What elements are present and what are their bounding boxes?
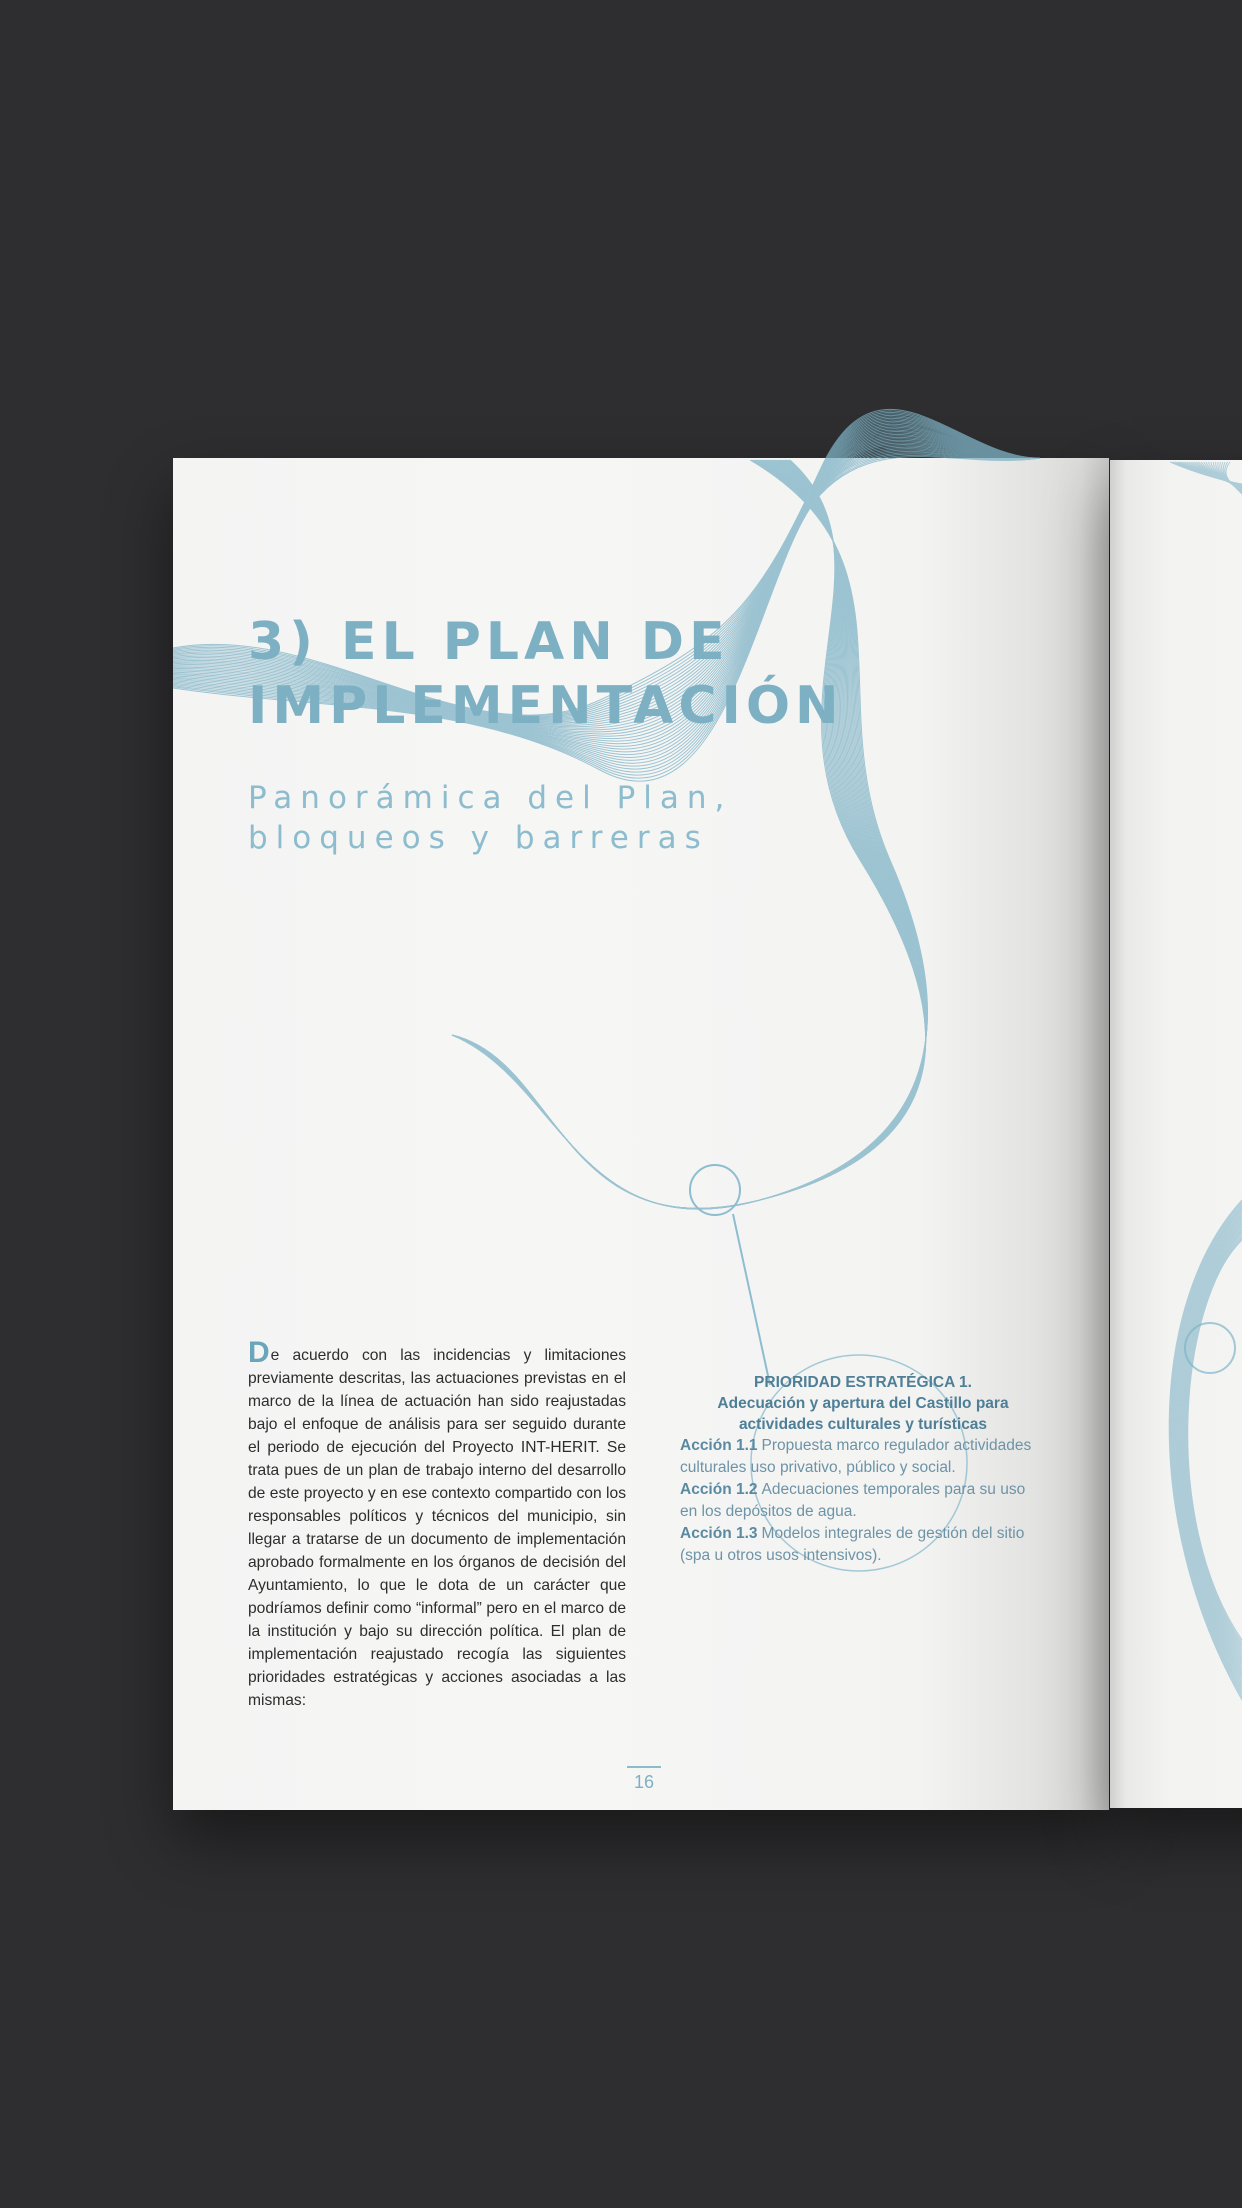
priority-subheading-1: Adecuación y apertura del Castillo para [717,1395,1009,1412]
action-text: Adecuaciones temporales para su uso en los depósitos de agua. [680,1481,1026,1520]
title-line-2: IMPLEMENTACIÓN [248,676,844,736]
chapter-subtitle [248,778,848,858]
action-item [680,1435,1046,1479]
action-label: Acción 1.2 [680,1481,758,1498]
action-label: Acción 1.1 [680,1437,758,1454]
page-number: 16 [633,1772,655,1792]
subtitle-line-1: Panorámica del Plan, [248,780,733,816]
action-item [680,1479,1046,1523]
action-item [680,1523,1046,1567]
page-number-rule [627,1766,661,1768]
body-text: e acuerdo con las incidencias y limitaciones previamente descritas, las actuaciones previstas en el marco de la línea de actuación han sido reajustadas bajo el enfoque de análisis para ser seguido durante el periodo de ejecución del Proyecto INT-HERIT. Se trata pues de un plan de trabajo interno del desarrollo de este proyecto y en ese contexto compartido con los responsables políticos y técnicos del municipio, sin llegar a tratarse de un documento de implementación aprobado formalmente en los órganos de decisión del Ayuntamiento, lo que le dota de un carácter que podríamos definir como “informal” pero en el marco de la institución y bajo su dirección política. El plan de implementación reajustado recogía las siguientes prioridades estratégicas y acciones asociadas a las mismas: [248,1347,626,1709]
body-paragraph [248,1336,626,1712]
right-page [1110,460,1242,1808]
priority-box [680,1372,1046,1567]
subtitle-line-2: bloqueos y barreras [248,820,709,856]
action-text: Propuesta marco regulador actividades culturales uso privativo, público y social. [680,1437,1032,1476]
priority-heading: PRIORIDAD ESTRATÉGICA 1. [754,1374,972,1391]
chapter-title [248,610,948,738]
drop-cap: D [248,1336,270,1369]
priority-subheading-2: actividades culturales y turísticas [738,1416,988,1433]
action-label: Acción 1.3 [680,1525,758,1542]
action-text: Modelos integrales de gestión del sitio (spa u otros usos intensivos). [680,1525,1025,1564]
title-line-1: 3) EL PLAN DE [248,612,730,672]
